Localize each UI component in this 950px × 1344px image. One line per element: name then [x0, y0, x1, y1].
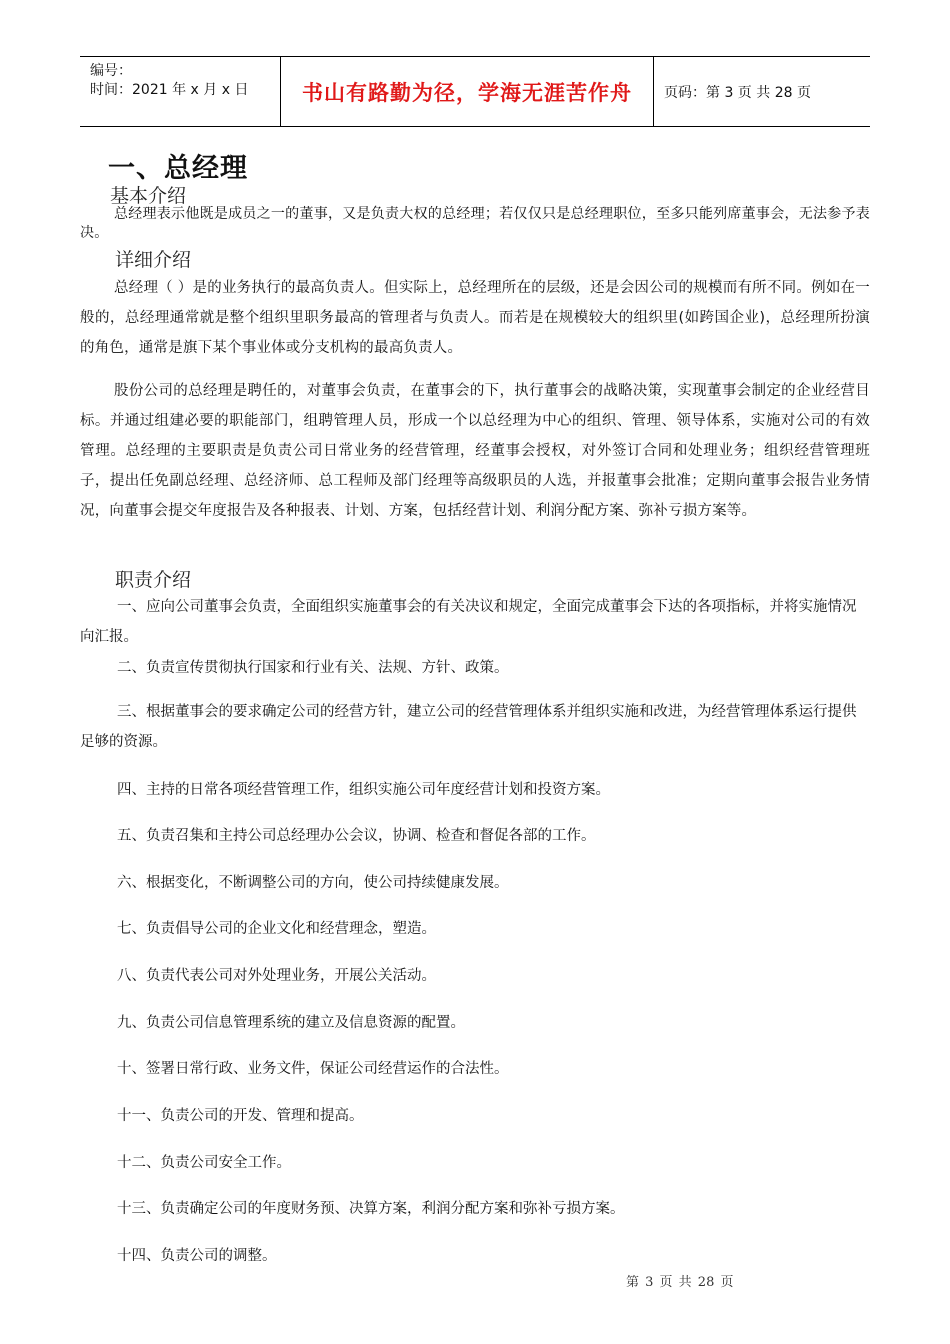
header-table: [80, 56, 870, 127]
duty-item-10: 十、签署日常行政、业务文件，保证公司经营运作的合法性。: [117, 1061, 509, 1077]
header-motto-cell: [281, 57, 654, 126]
duty-item-4: 四、主持的日常各项经营管理工作，组织实施公司年度经营计划和投资方案。: [117, 782, 610, 798]
header-page-cell: [654, 57, 870, 126]
header-page-number: 页码：第 3 页 共 28 页: [664, 84, 811, 101]
duty-item-2: 二、负责宣传贯彻执行国家和行业有关、法规、方针、政策。: [117, 660, 509, 676]
document-time-label: 时间：2021 年 x 月 x 日: [90, 82, 249, 98]
duty-item-8: 八、负责代表公司对外处理业务，开展公关活动。: [117, 968, 436, 984]
duty-item-11: 十一、负责公司的开发、管理和提高。: [117, 1108, 364, 1124]
section-heading-detail: 详细介绍: [115, 249, 192, 271]
duty-item-5: 五、负责召集和主持公司总经理办公会议，协调、检查和督促各部的工作。: [117, 828, 596, 844]
document-title: 一、总经理: [108, 153, 248, 184]
section-heading-basic: 基本介绍: [110, 185, 187, 207]
duty-item-6: 六、根据变化，不断调整公司的方向，使公司持续健康发展。: [117, 875, 509, 891]
duty-item-13: 十三、负责确定公司的年度财务预、决算方案，利润分配方案和弥补亏损方案。: [117, 1201, 625, 1217]
duty-item-7: 七、负责倡导公司的企业文化和经营理念，塑造。: [117, 921, 436, 937]
header-motto: 书山有路勤为径，学海无涯苦作舟: [302, 79, 632, 105]
duty-item-12: 十二、负责公司安全工作。: [117, 1155, 291, 1171]
duty-item-9: 九、负责公司信息管理系统的建立及信息资源的配置。: [117, 1015, 465, 1031]
page-footer: 第 3 页 共 28 页: [626, 1275, 734, 1290]
duty-item-3: 三、根据董事会的要求确定公司的经营方针，建立公司的经营管理体系并组织实施和改进，为经营管理体系运行提供足够的资源。: [80, 704, 857, 750]
paragraph-detail-1: 总经理（ ）是的业务执行的最高负责人。但实际上，总经理所在的层级，还是会因公司的规模而有所不同。例如在一般的，总经理通常就是整个组织里职务最高的管理者与负责人。而若是在规模较大的组织里(如跨国企业)，总经理所扮演的角色，通常是旗下某个事业体或分支机构的最高负责人。: [80, 280, 870, 356]
duty-item-14: 十四、负责公司的调整。: [117, 1248, 277, 1264]
paragraph-detail-2: 股份公司的总经理是聘任的，对董事会负责，在董事会的下，执行董事会的战略决策，实现董事会制定的企业经营目标。并通过组建必要的职能部门，组聘管理人员，形成一个以总经理为中心的组织、管理、领导体系，实施对公司的有效管理。总经理的主要职责是负责公司日常业务的经营管理，经董事会授权，对外签订合同和处理业务；组织经营管理班子，提出任免副总经理、总经济师、总工程师及部门经理等高级职员的人选，并报董事会批准；定期向董事会报告业务情况，向董事会提交年度报告及各种报表、计划、方案，包括经营计划、利润分配方案、弥补亏损方案等。: [80, 383, 870, 519]
document-number-label: 编号：: [90, 63, 132, 79]
section-heading-duties: 职责介绍: [115, 569, 192, 591]
paragraph-basic: 总经理表示他既是成员之一的董事，又是负责大权的总经理；若仅仅只是总经理职位，至多只能列席董事会，无法参予表决。: [80, 206, 870, 241]
header-meta-cell: [80, 57, 281, 126]
duty-item-1: 一、应向公司董事会负责，全面组织实施董事会的有关决议和规定，全面完成董事会下达的各项指标，并将实施情况向汇报。: [80, 599, 857, 645]
